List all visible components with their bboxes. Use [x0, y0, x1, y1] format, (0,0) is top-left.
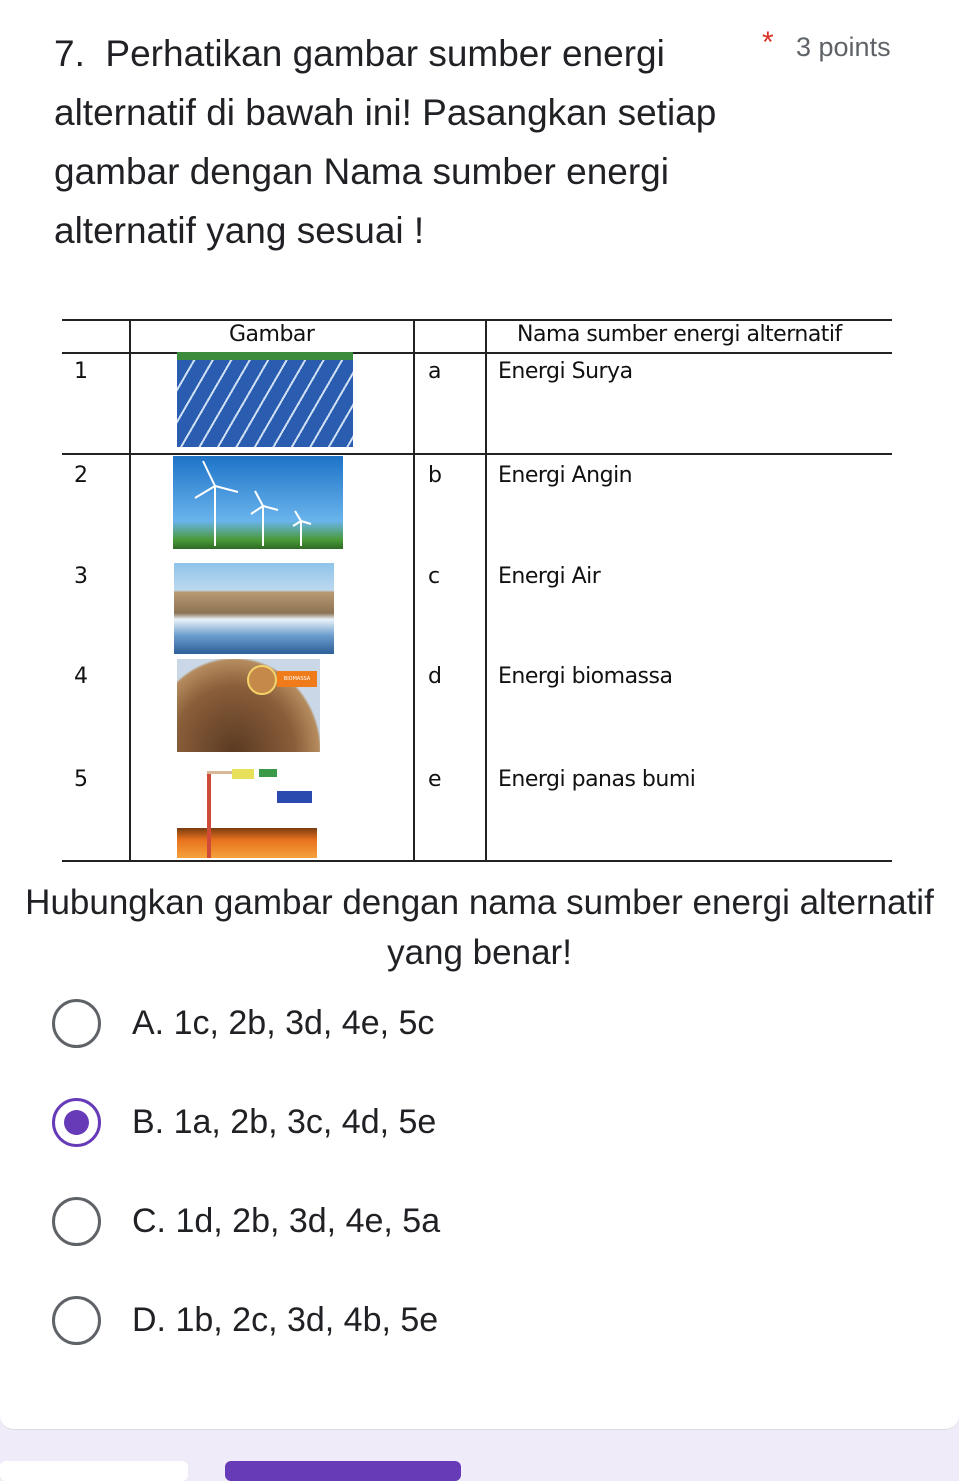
biomass-label: BIOMASSA — [277, 671, 317, 687]
question-image-table — [62, 319, 892, 862]
points-label: 3 points — [796, 32, 891, 62]
required-mark: * — [762, 26, 774, 59]
question-text: 7. Perhatikan gambar sumber energi alternatif di bawah ini! Pasangkan setiap gambar dengan Nama sumber energi alternatif yang sesuai ! — [54, 33, 717, 251]
option-label: C. 1d, 2b, 3d, 4e, 5a — [132, 1201, 441, 1240]
header-gambar: Gambar — [229, 322, 315, 347]
energy-name: Energi panas bumi — [498, 767, 696, 792]
option-b[interactable] — [52, 1097, 436, 1147]
radio-button[interactable] — [52, 999, 101, 1048]
row-letter: e — [428, 767, 442, 792]
wind-turbine-image — [173, 456, 343, 549]
radio-button-selected[interactable] — [52, 1098, 101, 1147]
energy-name: Energi Air — [498, 564, 601, 589]
energy-name: Energi biomassa — [498, 664, 673, 689]
row-number: 3 — [74, 564, 88, 589]
solar-panel-image — [177, 352, 353, 447]
row-number: 4 — [74, 664, 88, 689]
row-number: 1 — [74, 359, 88, 384]
option-c[interactable] — [52, 1196, 440, 1246]
row-letter: c — [428, 564, 440, 589]
biomass-image — [177, 659, 320, 752]
row-number: 5 — [74, 767, 88, 792]
row-letter: b — [428, 463, 442, 488]
header-nama: Nama sumber energi alternatif — [517, 322, 842, 347]
row-number: 2 — [74, 463, 88, 488]
option-a[interactable] — [52, 998, 434, 1048]
hydro-dam-image — [174, 563, 334, 654]
option-label: D. 1b, 2c, 3d, 4b, 5e — [132, 1300, 439, 1339]
row-letter: d — [428, 664, 442, 689]
radio-button[interactable] — [52, 1197, 101, 1246]
back-button[interactable] — [0, 1461, 188, 1481]
radio-button[interactable] — [52, 1296, 101, 1345]
option-label: A. 1c, 2b, 3d, 4e, 5c — [132, 1003, 435, 1042]
option-d[interactable] — [52, 1295, 438, 1345]
question-caption: Hubungkan gambar dengan nama sumber energi alternatif yang benar! — [25, 883, 934, 972]
row-letter: a — [428, 359, 441, 384]
next-button[interactable] — [225, 1461, 461, 1481]
energy-name: Energi Angin — [498, 463, 633, 488]
option-label: B. 1a, 2b, 3c, 4d, 5e — [132, 1102, 437, 1141]
geothermal-image — [177, 766, 317, 858]
energy-name: Energi Surya — [498, 359, 633, 384]
